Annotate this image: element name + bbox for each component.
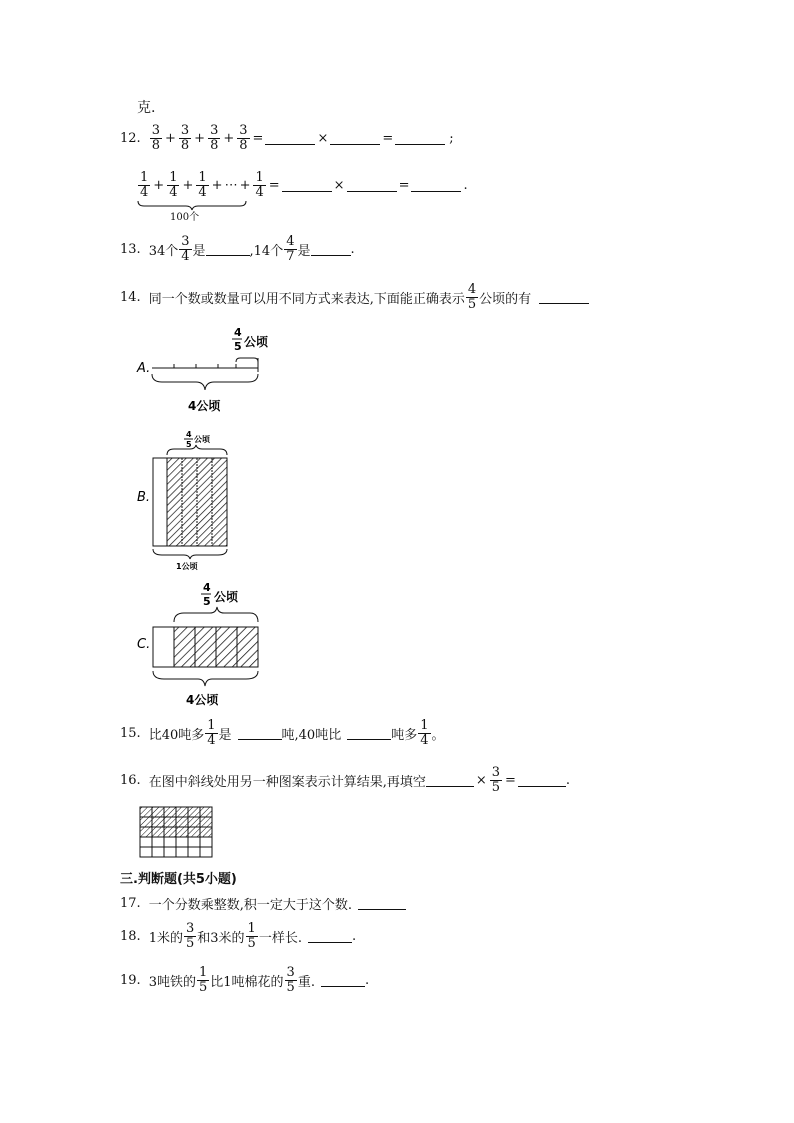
option-b-label: B. — [137, 490, 151, 505]
option-a-label: A. — [137, 361, 151, 376]
svg-text:5: 5 — [186, 440, 192, 449]
svg-text:4: 4 — [203, 581, 211, 594]
q12-line2: $\frac{1}{4}$ + $\frac{1}{4}$ + $\frac{1}{4}$ + ⋯ + $\frac{1}{4}$ = × = . — [140, 170, 468, 200]
option-b-diagram — [134, 425, 244, 573]
q13: 13. 34个 $\frac{3}{4}$ 是 ,14个 $\frac{4}{7}$ 是 . — [120, 234, 355, 264]
svg-text:公顷: 公顷 — [214, 590, 239, 604]
fraction: $\frac{3}{8}$ — [180, 123, 190, 153]
option-c-diagram — [134, 578, 264, 708]
answer-blank[interactable] — [282, 179, 332, 192]
option-c-bottom: 4公顷 — [186, 693, 219, 707]
section-title: 三.判断题(共5小题) — [120, 872, 237, 887]
answer-blank[interactable] — [539, 291, 589, 304]
q18: 18. 1米的 $\frac{3}{5}$ 和3米的 $\frac{1}{5}$ 一样长. . — [120, 921, 357, 951]
answer-blank[interactable] — [321, 974, 365, 987]
q14: 14. 同一个数或数量可以用不同方式来表达,下面能正确表示 $\frac{4}{5}$ 公顷的有 — [120, 283, 589, 312]
answer-blank[interactable] — [347, 179, 397, 192]
answer-blank[interactable] — [238, 727, 282, 740]
q15: 15. 比40吨多 $\frac{1}{4}$ 是 吨,40吨比 吨多 $\frac{1}{4}$ 。 — [120, 718, 445, 748]
q19: 19. 3吨铁的 $\frac{1}{5}$ 比1吨棉花的 $\frac{3}{5}$ 重. . — [120, 965, 370, 995]
option-b-bottom: 1公顷 — [176, 562, 198, 571]
answer-blank[interactable] — [206, 243, 250, 256]
svg-text:公顷: 公顷 — [244, 335, 269, 349]
answer-blank[interactable] — [265, 132, 315, 145]
q12-number: 12. — [120, 131, 141, 146]
q16-grid — [138, 805, 216, 861]
svg-text:公顷: 公顷 — [194, 435, 210, 444]
answer-blank[interactable] — [518, 774, 566, 787]
answer-blank[interactable] — [426, 774, 474, 787]
count-label: 100个 — [170, 212, 200, 223]
svg-text:4: 4 — [234, 326, 242, 339]
answer-blank[interactable] — [395, 132, 445, 145]
svg-text:5: 5 — [234, 340, 242, 353]
answer-blank[interactable] — [358, 897, 406, 910]
answer-blank[interactable] — [330, 132, 380, 145]
fraction: $\frac{3}{8}$ — [210, 123, 219, 153]
option-a-diagram — [134, 320, 274, 415]
fraction: $\frac{3}{8}$ — [151, 123, 160, 153]
fraction: $\frac{3}{8}$ — [239, 123, 248, 153]
answer-blank[interactable] — [347, 727, 391, 740]
option-a-bottom: 4公顷 — [188, 399, 221, 413]
answer-blank[interactable] — [311, 243, 351, 256]
svg-text:5: 5 — [203, 595, 211, 608]
q11-tail: 克. — [137, 100, 156, 116]
q12-line1: 12. $\frac{3}{8}$ + $\frac{3}{8}$ + $\frac{3}{8}$ + $\frac{3}{8}$ = × = ; — [120, 123, 454, 153]
q16: 16. 在图中斜线处用另一种图案表示计算结果,再填空 × $\frac{3}{5}$ = . — [120, 765, 571, 795]
answer-blank[interactable] — [308, 930, 352, 943]
option-c-label: C. — [137, 637, 151, 652]
q17: 17. 一个分数乘整数,积一定大于这个数. — [120, 894, 406, 913]
answer-blank[interactable] — [411, 179, 461, 192]
svg-text:4: 4 — [186, 430, 192, 439]
